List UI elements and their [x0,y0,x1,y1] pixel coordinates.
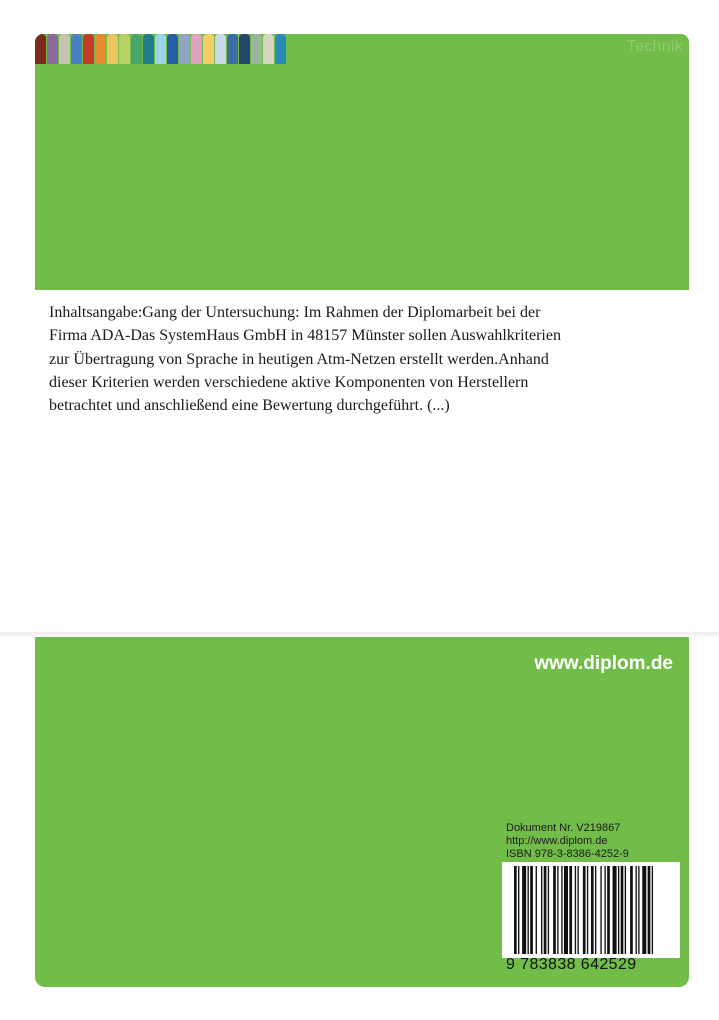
barcode-bar [561,866,562,954]
barcode-bar [528,866,529,954]
color-stripe [251,34,262,64]
abstract-line: dieser Kriterien werden verschiedene aktive Komponenten von Herstellern [49,373,529,391]
barcode-bar [607,866,610,954]
barcode-bar [557,866,558,954]
barcode-bar [536,866,537,954]
barcode-bar [636,866,637,954]
document-info [506,822,629,861]
color-stripe [71,34,82,64]
barcode-bar [591,866,594,954]
color-stripe [179,34,190,64]
color-stripe [131,34,142,64]
abstract-line: Firma ADA-Das SystemHaus GmbH in 48157 Münster sollen Auswahlkriterien [49,327,561,345]
color-stripe [167,34,178,64]
barcode-bar [587,866,588,954]
barcode-bar [638,866,639,954]
barcode-bar [595,866,596,954]
color-stripe [59,34,70,64]
barcode-bar [642,866,646,954]
color-stripe [107,34,118,64]
color-stripe [215,34,226,64]
publisher-website: www.diplom.de [534,653,673,674]
category-label: Technik [626,38,683,55]
barcode-bar [652,866,653,954]
color-stripe [227,34,238,64]
barcode-bar [648,866,651,954]
barcode-bar [514,866,517,954]
color-stripe [47,34,58,64]
abstract-text [49,301,629,417]
color-stripe [203,34,214,64]
color-stripe [239,34,250,64]
color-stripe [35,34,46,64]
barcode-bar [575,866,576,954]
barcode-bar [530,866,533,954]
barcode-bar [625,866,626,954]
abstract-line: Inhaltsangabe:Gang der Untersuchung: Im Rahmen der Diplomarbeit bei der [49,304,541,321]
barcode-bar [569,866,572,954]
color-stripe [287,34,298,64]
barcode-bar [621,866,624,954]
cover-top-panel [35,34,689,290]
barcode-bars [502,862,680,958]
barcode [502,862,680,979]
color-stripe [143,34,154,64]
barcode-bar [604,866,605,954]
barcode-bar [618,866,619,954]
barcode-bar [548,866,549,954]
barcode-bar [613,866,617,954]
color-stripe [119,34,130,64]
barcode-bar [583,866,586,954]
barcode-bar [564,866,568,954]
cover-bottom-panel [35,637,689,987]
document-number: Dokument Nr. V219867 [506,822,621,834]
barcode-bar [522,866,526,954]
barcode-bar [553,866,556,954]
color-stripe [263,34,274,64]
abstract-line: zur Übertragung von Sprache in heutigen Atm-Netzen erstellt werden.Anhand [49,350,549,368]
barcode-bar [544,866,547,954]
color-stripe [95,34,106,64]
color-stripe-bar [35,34,299,64]
barcode-bar [630,866,633,954]
isbn: ISBN 978-3-8386-4252-9 [506,848,629,860]
color-stripe [155,34,166,64]
abstract-line: betrachtet und anschließend eine Bewertung durchgeführt. (...) [49,397,450,415]
color-stripe [275,34,286,64]
barcode-digits: 9 783838 642529 [506,956,637,973]
barcode-bar [600,866,601,954]
color-stripe [191,34,202,64]
barcode-bar [518,866,519,954]
color-stripe [83,34,94,64]
document-url: http://www.diplom.de [506,835,608,847]
barcode-bar [577,866,578,954]
barcode-bar [541,866,542,954]
